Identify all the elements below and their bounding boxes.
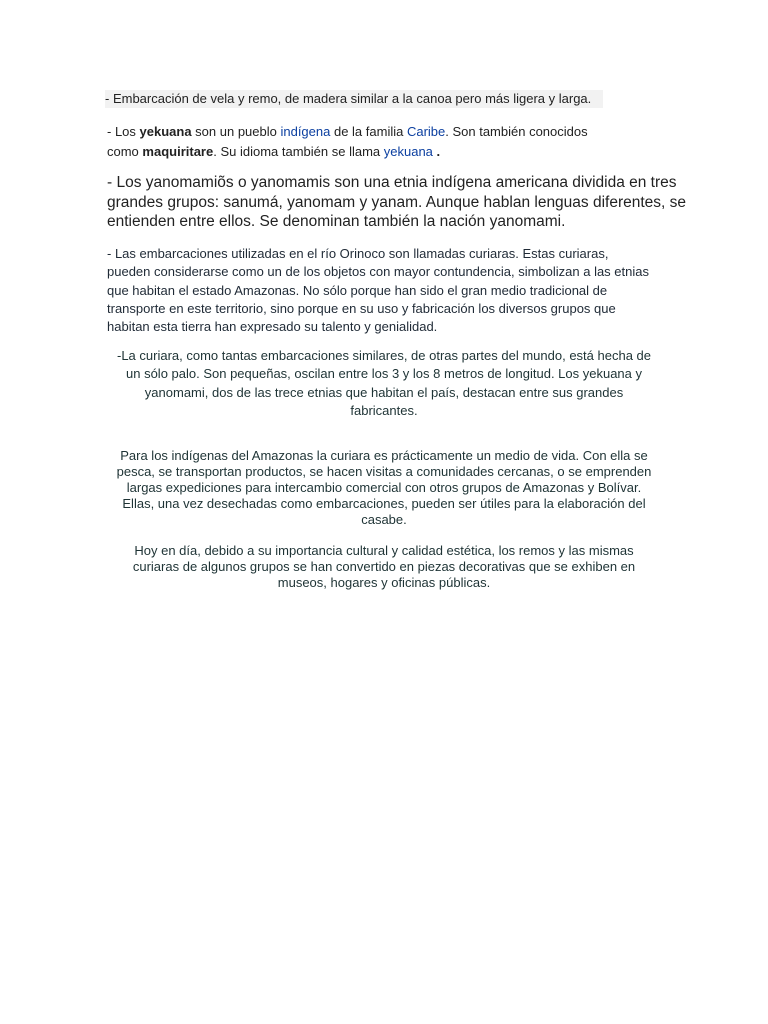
paragraph-line: curiaras de algunos grupos se han convertido en piezas decorativas que se exhiben en	[132, 559, 636, 574]
text-segment: . Son también conocidos	[445, 124, 588, 139]
paragraph-embarcacion	[105, 90, 603, 108]
paragraph-line: pueden considerarse como un de los objetos con mayor contundencia, simbolizan a las etnias	[107, 264, 649, 280]
text-segment: son un pueblo	[191, 124, 281, 139]
paragraph-yekuana-line-2	[107, 142, 627, 162]
paragraph-line: largas expediciones para intercambio comercial con otros grupos de Amazonas y Bolívar.	[126, 480, 642, 495]
paragraph-line: casabe.	[361, 512, 407, 527]
text-segment: .	[432, 144, 441, 159]
paragraph-line: - Los yanomamiõs o yanomamis son una etnia indígena americana dividida en tres	[107, 174, 677, 191]
link-yekuana[interactable]: yekuana	[383, 144, 433, 159]
paragraph-line: habitan esta tierra han expresado su talento y genialidad.	[107, 319, 438, 335]
paragraph-line: Ellas, una vez desechadas como embarcaciones, pueden ser útiles para la elaboración del	[122, 496, 646, 511]
paragraph-line: entienden entre ellos. Se denominan también la nación yanomami.	[107, 213, 566, 230]
paragraph-embarcacion-text: - Embarcación de vela y remo, de madera similar a la canoa pero más ligera y larga.	[105, 91, 592, 106]
paragraph-line: que habitan el estado Amazonas. No sólo porque han sido el gran medio tradicional de	[107, 282, 608, 298]
paragraph-embarcaciones-orinoco	[107, 245, 677, 336]
text-segment: . Su idioma también se llama	[213, 144, 384, 159]
text-segment: de la familia	[330, 124, 407, 139]
paragraph-line: fabricantes.	[350, 402, 418, 418]
paragraph-line: -La curiara, como tantas embarcaciones similares, de otras partes del mundo, está hecha de	[117, 348, 651, 363]
paragraph-line: transporte en este territorio, sino porque en su uso y fabricación los diversos grupos que	[107, 300, 616, 316]
paragraph-yekuana	[107, 122, 627, 162]
bold-term-yekuana: yekuana	[139, 124, 192, 139]
paragraph-curiara	[104, 347, 664, 420]
paragraph-piezas-decorativas	[104, 543, 664, 591]
paragraph-line: un sólo palo. Son pequeñas, oscilan entre los 3 y los 8 metros de longitud. Los yekuana y	[126, 366, 642, 382]
bold-term-maquiritare: maquiritare	[142, 144, 214, 159]
paragraph-line: yanomami, dos de las trece etnias que habitan el país, destacan entre sus grandes	[144, 384, 624, 400]
paragraph-medio-de-vida	[104, 448, 664, 528]
paragraph-line: museos, hogares y oficinas públicas.	[277, 575, 491, 590]
paragraph-line: Hoy en día, debido a su importancia cultural y calidad estética, los remos y las mismas	[134, 543, 634, 558]
paragraph-line: Para los indígenas del Amazonas la curiara es prácticamente un medio de vida. Con ella se	[120, 448, 648, 463]
text-segment: como	[107, 144, 143, 159]
paragraph-line: grandes grupos: sanumá, yanomam y yanam. Aunque hablan lenguas diferentes, se	[107, 193, 687, 211]
paragraph-yanomami	[107, 173, 687, 232]
link-caribe[interactable]: Caribe	[406, 124, 446, 139]
paragraph-line: - Las embarcaciones utilizadas en el río Orinoco son llamadas curiaras. Estas curiaras,	[107, 246, 609, 261]
paragraph-line: pesca, se transportan productos, se hacen visitas a comunidades cercanas, o se emprenden	[116, 464, 652, 479]
text-segment: - Los	[107, 124, 140, 139]
link-indigena[interactable]: indígena	[280, 124, 331, 139]
paragraph-yekuana-line-1	[107, 122, 627, 142]
